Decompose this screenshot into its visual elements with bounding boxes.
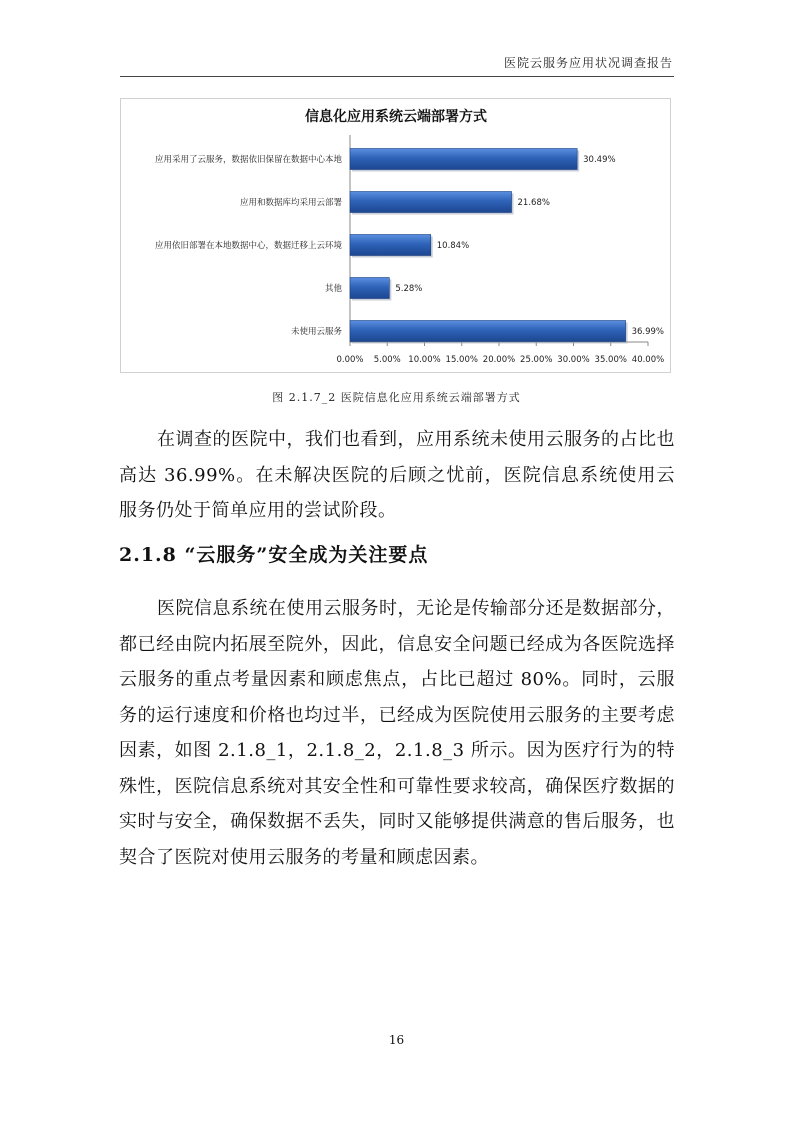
header-rule xyxy=(120,76,674,77)
bar xyxy=(350,149,577,170)
x-tick-label: 20.00% xyxy=(482,355,516,365)
x-tick-label: 25.00% xyxy=(520,355,553,365)
bar-value-label: 5.28% xyxy=(395,284,423,294)
x-tick-label: 0.00% xyxy=(336,355,364,365)
x-tick-label: 5.00% xyxy=(373,355,401,365)
bar xyxy=(350,235,431,256)
paragraph-2: 医院信息系统在使用云服务时，无论是传输部分还是数据部分，都已经由院内拓展至院外，因此，信息安全问题已经成为各医院选择云服务的重点考量因素和顾虑焦点，占比已超过 80%。同时，云服务的运行速度和价格也均过半，已经成为医院使用云服务的主要考虑因素，如图 2.1.8_1，2.1.8_2，2.1.8_3 所示。因为医疗行为的特殊性，医院信息系统对其安全性和可靠性要求较高，确保医疗数据的实时与安全，确保数据不丢失，同时又能够提供满意的售后服务，也契合了医院对使用云服务的考量和顾虑因素。 xyxy=(119,598,675,868)
figure-caption: 图 2.1.7_2 医院信息化应用系统云端部署方式 xyxy=(272,391,521,404)
category-label: 应用依旧部署在本地数据中心，数据迁移上云环境 xyxy=(154,241,342,251)
x-tick-label: 15.00% xyxy=(445,355,478,365)
bar-value-label: 10.84% xyxy=(436,241,470,251)
bar-value-label: 30.49% xyxy=(583,155,616,165)
chart-title: 信息化应用系统云端部署方式 xyxy=(305,109,487,125)
bar xyxy=(350,321,626,342)
category-label: 其他 xyxy=(324,284,342,294)
x-tick-label: 35.00% xyxy=(594,355,627,365)
bar xyxy=(350,192,512,213)
bar xyxy=(350,278,389,299)
chart-container xyxy=(120,98,671,373)
deployment-bar-chart xyxy=(121,99,672,374)
bar-value-label: 21.68% xyxy=(517,198,550,208)
category-label: 应用和数据库均采用云部署 xyxy=(239,198,342,208)
x-tick-label: 30.00% xyxy=(557,355,590,365)
paragraph-1: 在调查的医院中，我们也看到，应用系统未使用云服务的占比也高达 36.99%。在未解决医院的后顾之忧前，医院信息系统使用云服务仍处于简单应用的尝试阶段。 xyxy=(119,429,675,521)
category-label: 未使用云服务 xyxy=(290,327,342,337)
running-header-title: 医院云服务应用状况调查报告 xyxy=(503,56,673,70)
x-tick-label: 40.00% xyxy=(631,355,665,365)
bar-value-label: 36.99% xyxy=(631,327,664,337)
x-tick-label: 10.00% xyxy=(408,355,441,365)
category-label: 应用采用了云服务，数据依旧保留在数据中心本地 xyxy=(154,155,342,165)
page-number: 16 xyxy=(388,1033,405,1047)
section-heading: 2.1.8 “云服务”安全成为关注要点 xyxy=(119,544,429,566)
